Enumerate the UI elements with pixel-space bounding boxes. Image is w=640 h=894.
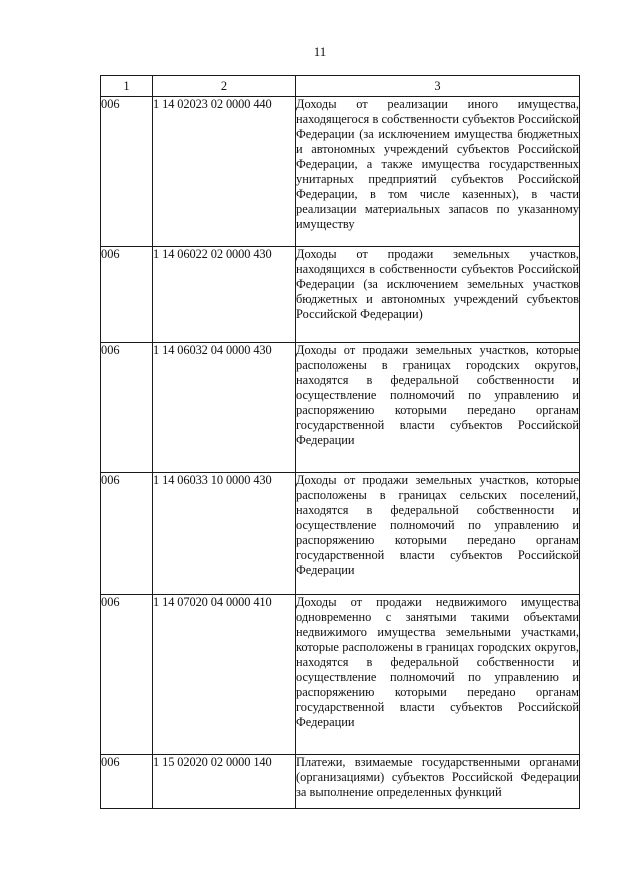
admin-code: 006 — [101, 595, 153, 755]
budget-classification-code: 1 14 07020 04 0000 410 — [153, 595, 296, 755]
revenue-description: Доходы от продажи недвижимого имущества одновременно с занятыми такими объектами недвижимого имущества земельными участками, которые расположены в границах городских округов, находятся в федеральной собственности и осуществление полномочий по управлению и распоряжению которыми передано органам государственной власти субъектов Российской Федерации — [296, 595, 580, 755]
table-row — [101, 755, 580, 809]
budget-classification-code: 1 14 06032 04 0000 430 — [153, 343, 296, 473]
table-row — [101, 97, 580, 247]
admin-code: 006 — [101, 755, 153, 809]
revenue-description: Платежи, взимаемые государственными органами (организациями) субъектов Российской Федерации за выполнение определенных функций — [296, 755, 580, 809]
admin-code: 006 — [101, 473, 153, 595]
table-row — [101, 343, 580, 473]
revenue-description: Доходы от продажи земельных участков, находящихся в собственности субъектов Российской Федерации (за исключением земельных участков бюджетных и автономных учреждений субъектов Российской Федерации) — [296, 247, 580, 343]
budget-classification-code: 1 15 02020 02 0000 140 — [153, 755, 296, 809]
admin-code: 006 — [101, 247, 153, 343]
column-header-2: 2 — [153, 76, 296, 97]
table-row — [101, 473, 580, 595]
admin-code: 006 — [101, 343, 153, 473]
column-header-1: 1 — [101, 76, 153, 97]
table-header-row — [101, 76, 580, 97]
budget-classification-code: 1 14 06033 10 0000 430 — [153, 473, 296, 595]
budget-classification-code: 1 14 06022 02 0000 430 — [153, 247, 296, 343]
table-row — [101, 247, 580, 343]
revenue-description: Доходы от продажи земельных участков, которые расположены в границах городских округов, находятся в федеральной собственности и осуществление полномочий по управлению и распоряжению которыми передано органам государственной власти субъектов Российской Федерации — [296, 343, 580, 473]
table-row — [101, 595, 580, 755]
revenue-description: Доходы от продажи земельных участков, которые расположены в границах сельских поселений, находятся в федеральной собственности и осуществление полномочий по управлению и распоряжению которыми передано органам государственной власти субъектов Российской Федерации — [296, 473, 580, 595]
budget-classification-code: 1 14 02023 02 0000 440 — [153, 97, 296, 247]
revenue-codes-table — [100, 75, 580, 809]
page-number: 11 — [313, 44, 327, 59]
column-header-3: 3 — [296, 76, 580, 97]
revenue-description: Доходы от реализации иного имущества, находящегося в собственности субъектов Российской Федерации (за исключением имущества бюджетных и автономных учреждений субъектов Российской Федерации, а также имущества государственных унитарных предприятий субъектов Российской Федерации, в том числе казенных), в части реализации материальных запасов по указанному имуществу — [296, 97, 580, 247]
admin-code: 006 — [101, 97, 153, 247]
